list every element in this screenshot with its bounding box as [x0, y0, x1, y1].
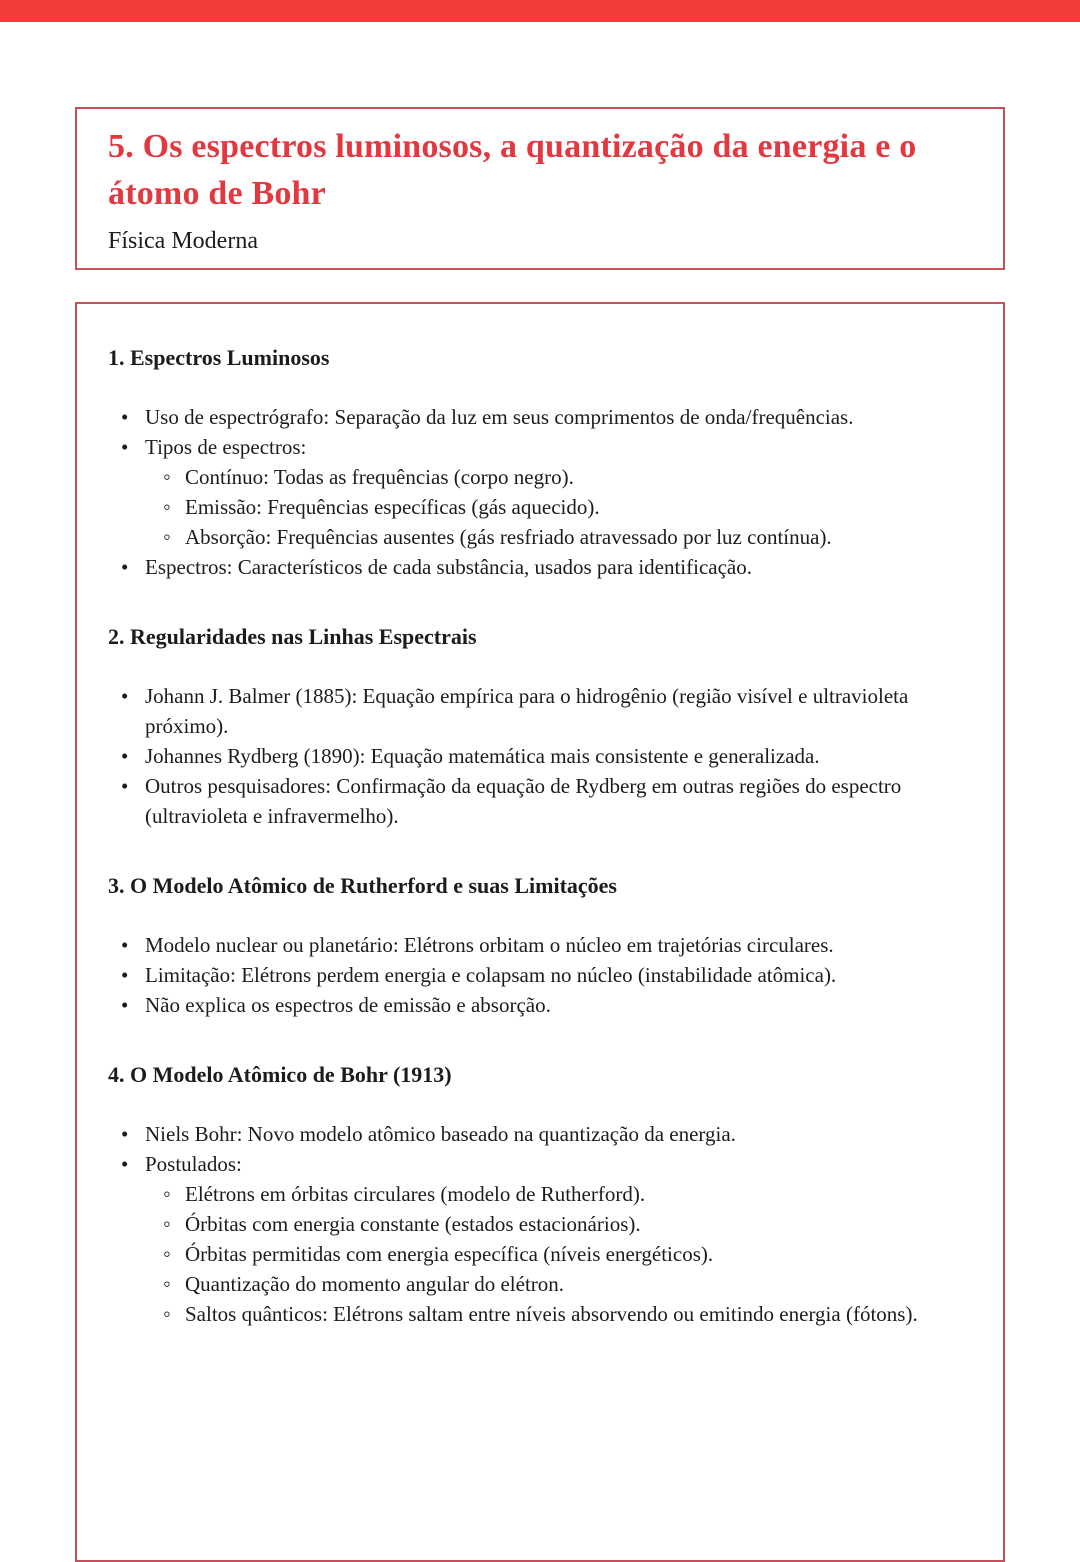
circle-bullet-icon: ◦	[163, 1241, 171, 1266]
section-list	[108, 402, 971, 582]
circle-bullet-icon: ◦	[163, 524, 171, 549]
list-item-text: Emissão: Frequências específicas (gás aquecido).	[185, 495, 600, 519]
list-item	[108, 1269, 971, 1299]
list-item-text: Contínuo: Todas as frequências (corpo negro).	[185, 465, 574, 489]
list-item	[108, 741, 971, 771]
list-item-text: Postulados:	[145, 1152, 242, 1176]
list-item	[108, 771, 971, 831]
bullet-icon: •	[121, 1122, 129, 1146]
bullet-icon: •	[121, 993, 129, 1017]
bullet-icon: •	[121, 1152, 129, 1176]
section-modelo-bohr	[108, 1060, 971, 1329]
section-heading: 3. O Modelo Atômico de Rutherford e suas Limitações	[108, 873, 617, 898]
section-heading: 1. Espectros Luminosos	[108, 345, 330, 370]
page-title: 5. Os espectros luminosos, a quantização da energia e o átomo de Bohr	[108, 128, 917, 212]
list-item-text: Espectros: Característicos de cada substância, usados para identificação.	[145, 555, 753, 579]
list-item-text: Tipos de espectros:	[145, 435, 307, 459]
list-item-text: Absorção: Frequências ausentes (gás resfriado atravessado por luz contínua).	[185, 525, 832, 549]
list-item-text: Modelo nuclear ou planetário: Elétrons orbitam o núcleo em trajetórias circulares.	[145, 933, 834, 957]
bullet-icon: •	[121, 435, 129, 459]
list-item	[108, 990, 971, 1020]
list-item	[108, 1149, 971, 1179]
list-item	[108, 522, 971, 552]
bullet-icon: •	[121, 405, 129, 429]
circle-bullet-icon: ◦	[163, 494, 171, 519]
list-item-text: Não explica os espectros de emissão e absorção.	[145, 993, 551, 1017]
section-modelo-rutherford	[108, 871, 971, 1020]
list-item-text: Uso de espectrógrafo: Separação da luz em seus comprimentos de onda/frequências.	[145, 405, 854, 429]
list-item	[108, 1209, 971, 1239]
list-item	[108, 681, 971, 741]
section-heading: 2. Regularidades nas Linhas Espectrais	[108, 624, 477, 649]
section-regularidades-linhas-espectrais	[108, 622, 971, 831]
list-item	[108, 1179, 971, 1209]
list-item-text: Outros pesquisadores: Confirmação da equação de Rydberg em outras regiões do espectro (ultravioleta e infravermelho).	[145, 774, 902, 828]
list-item-text: Saltos quânticos: Elétrons saltam entre níveis absorvendo ou emitindo energia (fótons).	[185, 1302, 918, 1326]
list-item-text: Niels Bohr: Novo modelo atômico baseado na quantização da energia.	[145, 1122, 736, 1146]
section-list	[108, 1119, 971, 1329]
list-item	[108, 960, 971, 990]
list-item-text: Órbitas permitidas com energia específica (níveis energéticos).	[185, 1242, 714, 1266]
content-card	[75, 302, 1005, 1562]
bullet-icon: •	[121, 774, 129, 798]
list-item	[108, 462, 971, 492]
circle-bullet-icon: ◦	[163, 1181, 171, 1206]
list-item	[108, 492, 971, 522]
list-item	[108, 930, 971, 960]
circle-bullet-icon: ◦	[163, 1211, 171, 1236]
list-item-text: Quantização do momento angular do elétron.	[185, 1272, 565, 1296]
section-list	[108, 930, 971, 1020]
circle-bullet-icon: ◦	[163, 464, 171, 489]
list-item-text: Elétrons em órbitas circulares (modelo de Rutherford).	[185, 1182, 646, 1206]
page-subtitle: Física Moderna	[108, 228, 258, 254]
top-accent-bar	[0, 0, 1080, 22]
circle-bullet-icon: ◦	[163, 1301, 171, 1326]
list-item	[108, 402, 971, 432]
title-card	[75, 107, 1005, 270]
list-item-text: Johann J. Balmer (1885): Equação empírica para o hidrogênio (região visível e ultravioleta próximo).	[145, 684, 909, 738]
bullet-icon: •	[121, 963, 129, 987]
bullet-icon: •	[121, 555, 129, 579]
list-item-text: Órbitas com energia constante (estados estacionários).	[185, 1212, 641, 1236]
section-espectros-luminosos	[108, 343, 971, 582]
list-item	[108, 552, 971, 582]
bullet-icon: •	[121, 933, 129, 957]
section-list	[108, 681, 971, 831]
bullet-icon: •	[121, 744, 129, 768]
list-item-text: Johannes Rydberg (1890): Equação matemática mais consistente e generalizada.	[145, 744, 820, 768]
list-item-text: Limitação: Elétrons perdem energia e colapsam no núcleo (instabilidade atômica).	[145, 963, 837, 987]
circle-bullet-icon: ◦	[163, 1271, 171, 1296]
section-heading: 4. O Modelo Atômico de Bohr (1913)	[108, 1062, 452, 1087]
list-item	[108, 1119, 971, 1149]
list-item	[108, 1299, 971, 1329]
list-item	[108, 432, 971, 462]
list-item	[108, 1239, 971, 1269]
bullet-icon: •	[121, 684, 129, 708]
